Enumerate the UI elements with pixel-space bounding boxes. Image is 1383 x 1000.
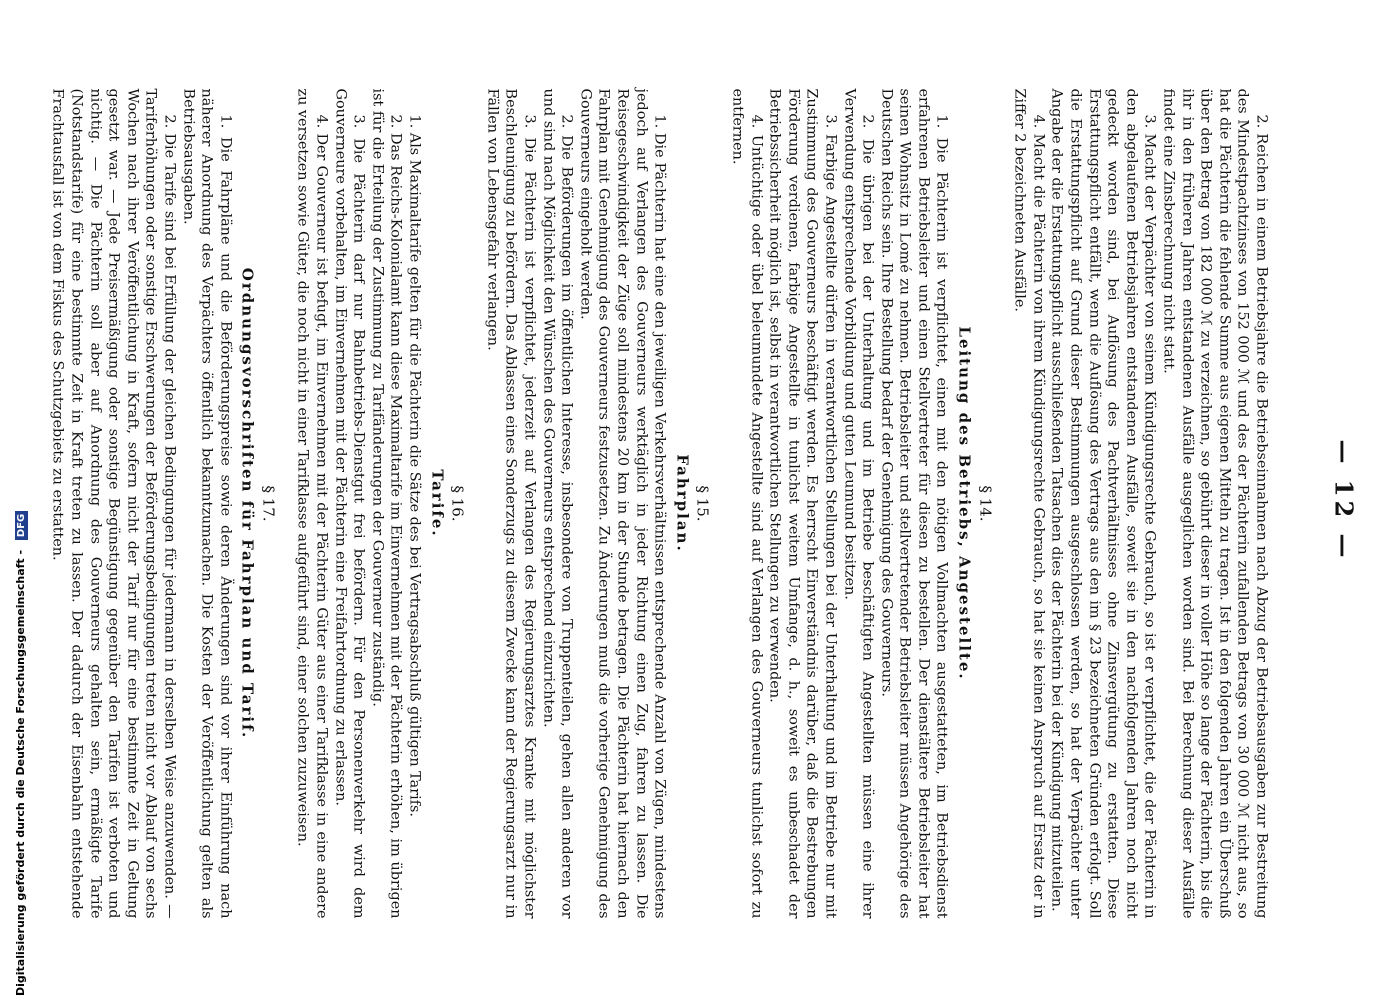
paragraph: 4. Der Gouverneur ist befugt, im Einvernehmen mit der Pächterin Güter aus einer Tarifklasse in eine andere zu versetzen sowie Güter, die noch nicht in einer Tarifklasse aufgeführt sind, einer solchen zuzuweisen. <box>295 88 330 919</box>
paragraph: 2. Die Beförderungen im öffentlichen Interesse, insbesondere von Truppenteilen, gehen allen anderen vor und sind nach Möglichkeit den Wünschen des Gouverneurs entsprechend einzurichten. <box>540 88 575 919</box>
paragraph: 2. Das Reichs-Kolonialamt kann diese Maximaltarife im Einvernehmen mit der Pächterin erhöhen, im übrigen ist für die Erteilung der Zustimmung zu Tarifänderungen der Gouverneur zuständig. <box>369 88 404 919</box>
document-page <box>0 1 1383 1000</box>
section-heading: Ordnungsvorschriften für Fahrplan und Tarif. <box>238 267 257 740</box>
paragraph: 1. Die Fahrpläne und die Beförderungspreise sowie deren Änderungen sind vor ihrer Einführung nach näherer Anordnung des Verpächters öffentlich bekanntzumachen. Die Kosten der Veröffentlichung gelten als Betriebsausgaben. <box>180 88 234 919</box>
paragraph: 4. Macht die Pächterin von ihrem Kündigungsrechte Gebrauch, so hat sie keinen Anspruch auf Ersatz der in Ziffer 2 bezeichneten Ausfälle. <box>1011 88 1047 919</box>
paragraph: 3. Die Pächterin darf nur Bahnbetriebs-Dienstgut frei befördern. Für den Personenverkehr wird dem Gouverneure vorbehalten, im Einvernehmen mit der Pächterin eine Freifahrtordnung zu erlassen. <box>332 88 367 919</box>
digitization-credit <box>14 6 28 996</box>
section-number: § 14. <box>976 485 995 522</box>
page-number: — 12 — <box>1329 439 1359 562</box>
section-heading: Leitung des Betriebs, Angestellte. <box>955 326 974 681</box>
paragraph: 3. Die Pächterin ist verpflichtet, jederzeit auf Verlangen des Regierungsarztes Kranke mit möglichster Beschleunigung zu befördern. Das Ablassen eines Sonderzugs zu diesem Zwecke kann der Regierungsarzt nur in Fällen von Lebensgefahr verlangen. <box>484 88 538 919</box>
footer-strip <box>0 0 27 1000</box>
paragraph: 3. Farbige Angestellte dürfen in verantwortlichen Stellungen bei der Unterhaltung und im Betriebe nur mit Zustimmung des Gouverneurs beschäftigt werden. Es herrscht Einverständnis darüber, daß die Bestrebungen Förderung verdienen, farbige Angestellte in tunlichst weitem Umfange, d. h., soweit es unbeschadet der Betriebssicherheit möglich ist, selbst in verantwortlichen Stellungen zu verwenden. <box>766 88 839 919</box>
paragraph: 1. Die Pächterin hat eine den jeweiligen Verkehrsverhältnissen entsprechende Anzahl von Zügen, mindestens jedoch auf Verlangen des Gouverneurs werktäglich in jeder Richtung einen Zug, fahren zu lassen. Die Reisegeschwindigkeit der Züge soll mindestens 20 km in der Stunde betragen. Die Pächterin hat hiernach den Fahrplan mit Genehmigung des Gouverneurs festzusetzen. Zu Änderungen muß die vorherige Genehmigung des Gouverneurs eingeholt werden. <box>577 88 668 919</box>
section-number: § 15. <box>693 485 712 522</box>
section-number: § 16. <box>448 485 467 522</box>
paragraph: 1. Als Maximaltarife gelten für die Pächterin die Sätze des bei Vertragsabschluß gültigen Tarifs. <box>406 114 423 817</box>
document-body <box>48 89 1270 919</box>
section-heading: Fahrplan. <box>673 454 692 553</box>
paragraph: 2. Reichen in einem Betriebsjahre die Betriebseinnahmen nach Abzug der Betriebsausgaben zur Bestreitung des Mindestpachtzinses von 152 000 ℳ und des der Pächterin zufallenden Betrags von 30 000 ℳ nicht aus, so hat die Pächterin die fehlende Summe aus eigenen Mitteln zu tragen. Ist in den folgenden Jahren ein Überschuß über den Betrag von 182 000 ℳ zu verzeichnen, so gebührt dieser in voller Höhe so lange der Pächterin, bis die ihr in den früheren Jahren entstandenen Ausfälle ausgeglichen worden sind. Bei Berechnung dieser Ausfälle findet eine Zinsberechnung nicht statt. <box>1160 88 1270 919</box>
paragraph: 2. Die übrigen bei der Unterhaltung und im Betriebe beschäftigten Angestellten müssen eine ihrer Verwendung entsprechende Vorbildung und guten Leumund besitzen. <box>841 88 876 919</box>
paragraph: 2. Die Tarife sind bei Erfüllung der gleichen Bedingungen für jedermann in derselben Weise anzuwenden. — Tariferhöhungen oder sonstige Erschwerungen der Beförderungsbedingungen treten nicht vor Ablauf von sechs Wochen nach ihrer Veröffentlichung in Kraft, sofern nicht der Tarif nur für eine bestimmte Zeit in Geltung gesetzt war. — Jede Preisermäßigung oder sonstige Begünstigung gegenüber den Tarifen ist verboten und nichtig. — Die Pächterin soll aber auf Anordnung des Gouverneurs gehalten sein, ermäßigte Tarife (Notstandstarife) für eine bestimmte Zeit in Kraft treten zu lassen. Der dadurch der Eisenbahn entstehende Frachtausfall ist von dem Fiskus des Schutzgebiets zu erstatten. <box>49 88 178 919</box>
paragraph: 4. Untüchtige oder übel beleumundete Angestellte sind auf Verlangen des Gouverneurs tunlichst sofort zu entfernen. <box>729 88 765 919</box>
digitization-credit-text: Digitalisierung gefördert durch die Deutsche Forschungsgemeinschaft - <box>14 549 27 996</box>
paragraph: 3. Macht der Verpächter von seinem Kündigungsrechte Gebrauch, so ist er verpflichtet, die der Pächterin in den abgelaufenen Betriebsjahren entstandenen Ausfälle, soweit sie in den nachfolgenden Jahren noch nicht gedeckt worden sind, bei Auflösung des Pachtverhältnisses ohne Zinsvergütung zu erstatten. Diese Erstattungspflicht entfällt, wenn die Auflösung des Vertrags aus den im § 23 bezeichneten Gründen erfolgt. Soll die Erstattungspflicht auf Grund dieser Bestimmungen ausgeschlossen werden, so hat der Verpächter unter Angabe der die Erstattungspflicht ausschließenden Tatsachen dies der Pächterin bei der Kündigung mitzuteilen. <box>1048 88 1158 919</box>
section-heading: Tarife. <box>428 469 447 538</box>
dfg-logo: DFG <box>15 511 28 540</box>
section-number: § 17. <box>259 485 278 522</box>
paragraph: 1. Die Pächterin ist verpflichtet, einen mit den nötigen Vollmachten ausgestatteten, im Betriebsdienst erfahrenen Betriebsleiter und einen Stellvertreter für diesen zu bestellen. Der dienstältere Betriebsleiter hat seinen Wohnsitz in Lomé zu nehmen. Betriebsleiter und stellvertretender Betriebsleiter müssen Angehörige des Deutschen Reichs sein. Ihre Bestellung bedarf der Genehmigung des Gouverneurs. <box>878 88 950 919</box>
